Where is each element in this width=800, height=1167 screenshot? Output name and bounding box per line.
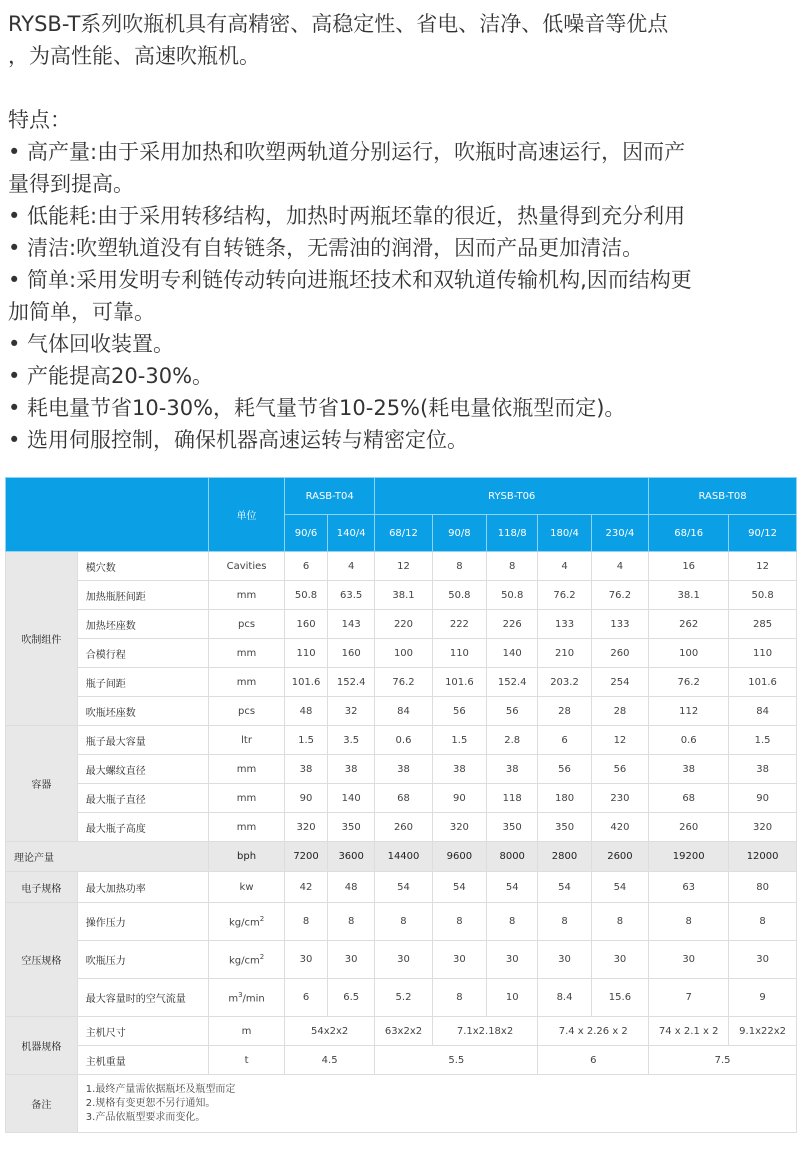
table-row xyxy=(6,668,797,697)
cell: 84 xyxy=(729,697,797,726)
cell: 140 xyxy=(487,639,538,668)
cell: 133 xyxy=(538,610,591,639)
cell: 48 xyxy=(328,872,375,903)
features-title: 特点： xyxy=(8,108,71,132)
group-label: 空压规格 xyxy=(6,903,78,1017)
table-row xyxy=(6,755,797,784)
cell: 50.8 xyxy=(285,581,328,610)
row-unit: mm xyxy=(209,813,285,842)
header-model: RYSB-T06 xyxy=(375,478,649,515)
cell: 12000 xyxy=(729,842,797,872)
table-row xyxy=(6,581,797,610)
cell: 38 xyxy=(487,755,538,784)
cell: 110 xyxy=(432,639,486,668)
cell: 56 xyxy=(487,697,538,726)
header-model: RASB-T08 xyxy=(649,478,797,515)
cell: 101.6 xyxy=(729,668,797,697)
row-unit: pcs xyxy=(209,697,285,726)
row-unit: t xyxy=(209,1046,285,1075)
table-row xyxy=(6,842,797,872)
cell: 74 x 2.1 x 2 xyxy=(649,1017,729,1046)
intro-line: ，为高性能、高速吹瓶机。 xyxy=(8,44,260,68)
cell: 4 xyxy=(538,552,591,581)
header-sub: 90/12 xyxy=(729,515,797,552)
unit-sup: 2 xyxy=(259,952,265,961)
cell: 90 xyxy=(432,784,486,813)
row-unit: bph xyxy=(209,842,285,872)
cell: 54x2x2 xyxy=(285,1017,375,1046)
cell: 8.4 xyxy=(538,979,591,1017)
cell: 16 xyxy=(649,552,729,581)
cell: 30 xyxy=(285,941,328,979)
row-name: 最大容量时的空气流量 xyxy=(77,979,208,1017)
row-name: 最大螺纹直径 xyxy=(77,755,208,784)
cell: 8 xyxy=(432,552,486,581)
spec-table-wrapper xyxy=(5,477,797,1133)
cell: 203.2 xyxy=(538,668,591,697)
cell: 222 xyxy=(432,610,486,639)
cell: 6 xyxy=(538,726,591,755)
header-sub: 230/4 xyxy=(591,515,648,552)
cell: 350 xyxy=(487,813,538,842)
cell: 8 xyxy=(487,903,538,941)
cell: 350 xyxy=(538,813,591,842)
cell: 76.2 xyxy=(591,581,648,610)
unit-post: /min xyxy=(242,993,265,1005)
table-row xyxy=(6,697,797,726)
table-row xyxy=(6,1046,797,1075)
cell: 2.8 xyxy=(487,726,538,755)
cell: 63x2x2 xyxy=(375,1017,432,1046)
cell: 4.5 xyxy=(285,1046,375,1075)
cell: 38.1 xyxy=(375,581,432,610)
feature-item: • 低能耗:由于采用转移结构，加热时两瓶坯靠的很近，热量得到充分利用 xyxy=(8,204,686,228)
cell: 152.4 xyxy=(487,668,538,697)
row-unit xyxy=(209,903,285,941)
cell: 350 xyxy=(328,813,375,842)
cell: 4 xyxy=(591,552,648,581)
cell: 112 xyxy=(649,697,729,726)
row-name: 瓶子最大容量 xyxy=(77,726,208,755)
row-unit xyxy=(209,979,285,1017)
table-row xyxy=(6,1017,797,1046)
group-label: 备注 xyxy=(6,1075,78,1133)
cell: 56 xyxy=(432,697,486,726)
row-name: 瓶子间距 xyxy=(77,668,208,697)
cell: 160 xyxy=(328,639,375,668)
row-name: 主机尺寸 xyxy=(77,1017,208,1046)
row-name: 最大加热功率 xyxy=(77,872,208,903)
cell: 8 xyxy=(432,903,486,941)
row-unit: pcs xyxy=(209,610,285,639)
cell: 285 xyxy=(729,610,797,639)
cell: 230 xyxy=(591,784,648,813)
cell: 48 xyxy=(285,697,328,726)
header-sub: 118/8 xyxy=(487,515,538,552)
cell: 30 xyxy=(729,941,797,979)
row-unit: mm xyxy=(209,755,285,784)
cell: 10 xyxy=(487,979,538,1017)
cell: 30 xyxy=(375,941,432,979)
table-row xyxy=(6,1075,797,1133)
row-name: 主机重量 xyxy=(77,1046,208,1075)
row-unit: mm xyxy=(209,581,285,610)
cell: 56 xyxy=(591,755,648,784)
table-row xyxy=(6,979,797,1017)
cell: 7.1x2.18x2 xyxy=(432,1017,538,1046)
cell: 160 xyxy=(285,610,328,639)
row-unit xyxy=(209,941,285,979)
cell: 38 xyxy=(328,755,375,784)
cell: 54 xyxy=(432,872,486,903)
cell: 84 xyxy=(375,697,432,726)
cell: 420 xyxy=(591,813,648,842)
cell: 9600 xyxy=(432,842,486,872)
feature-item: • 气体回收装置。 xyxy=(8,332,175,356)
cell: 254 xyxy=(591,668,648,697)
row-name: 最大瓶子高度 xyxy=(77,813,208,842)
feature-item: 加简单，可靠。 xyxy=(8,300,155,324)
cell: 6.5 xyxy=(328,979,375,1017)
row-name: 加热瓶胚间距 xyxy=(77,581,208,610)
cell: 260 xyxy=(649,813,729,842)
cell: 56 xyxy=(538,755,591,784)
feature-item: • 清洁:吹塑轨道没有自转链条，无需油的润滑，因而产品更加清洁。 xyxy=(8,236,644,260)
cell: 38 xyxy=(285,755,328,784)
cell: 30 xyxy=(432,941,486,979)
cell: 226 xyxy=(487,610,538,639)
cell: 7 xyxy=(649,979,729,1017)
note-line: 3.产品依瓶型要求而变化。 xyxy=(85,1111,206,1123)
cell: 3600 xyxy=(328,842,375,872)
cell: 8 xyxy=(591,903,648,941)
cell: 152.4 xyxy=(328,668,375,697)
table-row xyxy=(6,552,797,581)
cell: 90 xyxy=(285,784,328,813)
note-line: 2.规格有变更恕不另行通知。 xyxy=(85,1097,216,1109)
cell: 12 xyxy=(375,552,432,581)
header-unit: 单位 xyxy=(209,478,285,552)
cell: 54 xyxy=(538,872,591,903)
cell: 2800 xyxy=(538,842,591,872)
cell: 8 xyxy=(538,903,591,941)
cell: 6 xyxy=(285,552,328,581)
table-row xyxy=(6,639,797,668)
unit-sup: 2 xyxy=(259,914,265,923)
row-name: 操作压力 xyxy=(77,903,208,941)
cell: 28 xyxy=(591,697,648,726)
cell: 118 xyxy=(487,784,538,813)
header-sub: 90/6 xyxy=(285,515,328,552)
row-name: 最大瓶子直径 xyxy=(77,784,208,813)
cell: 100 xyxy=(649,639,729,668)
cell: 7.4 x 2.26 x 2 xyxy=(538,1017,649,1046)
cell: 12 xyxy=(591,726,648,755)
cell: 76.2 xyxy=(375,668,432,697)
row-unit: mm xyxy=(209,668,285,697)
cell: 262 xyxy=(649,610,729,639)
cell: 210 xyxy=(538,639,591,668)
cell: 133 xyxy=(591,610,648,639)
cell: 320 xyxy=(432,813,486,842)
cell: 9.1x22x2 xyxy=(729,1017,797,1046)
table-row xyxy=(6,903,797,941)
cell: 3.5 xyxy=(328,726,375,755)
group-label: 容器 xyxy=(6,726,78,842)
intro-line: RYSB-T系列吹瓶机具有高精密、高稳定性、省电、洁净、低噪音等优点 xyxy=(8,12,669,36)
row-unit: ltr xyxy=(209,726,285,755)
cell: 38 xyxy=(649,755,729,784)
feature-item: • 耗电量节省10-30%，耗气量节省10-25%(耗电量依瓶型而定)。 xyxy=(8,396,626,420)
row-name: 合模行程 xyxy=(77,639,208,668)
cell: 38.1 xyxy=(649,581,729,610)
cell: 1.5 xyxy=(432,726,486,755)
header-model: RASB-T04 xyxy=(285,478,375,515)
table-row xyxy=(6,872,797,903)
cell: 38 xyxy=(729,755,797,784)
cell: 101.6 xyxy=(432,668,486,697)
row-unit: mm xyxy=(209,639,285,668)
cell: 100 xyxy=(375,639,432,668)
cell: 1.5 xyxy=(729,726,797,755)
feature-item: • 高产量:由于采用加热和吹塑两轨道分别运行，吹瓶时高速运行，因而产 xyxy=(8,140,686,164)
cell: 50.8 xyxy=(432,581,486,610)
cell: 6 xyxy=(538,1046,649,1075)
row-name: 吹瓶压力 xyxy=(77,941,208,979)
cell: 68 xyxy=(649,784,729,813)
cell: 28 xyxy=(538,697,591,726)
group-label: 理论产量 xyxy=(6,842,209,872)
row-unit: mm xyxy=(209,784,285,813)
cell: 320 xyxy=(729,813,797,842)
spec-table xyxy=(5,477,797,1133)
row-unit: m xyxy=(209,1017,285,1046)
intro-text xyxy=(8,8,792,456)
cell: 30 xyxy=(591,941,648,979)
cell: 32 xyxy=(328,697,375,726)
cell: 2600 xyxy=(591,842,648,872)
table-row xyxy=(6,726,797,755)
row-name: 模穴数 xyxy=(77,552,208,581)
feature-item: • 选用伺服控制，确保机器高速运转与精密定位。 xyxy=(8,428,469,452)
cell: 110 xyxy=(285,639,328,668)
cell: 12 xyxy=(729,552,797,581)
cell: 14400 xyxy=(375,842,432,872)
cell: 8 xyxy=(649,903,729,941)
cell: 220 xyxy=(375,610,432,639)
group-label: 电子规格 xyxy=(6,872,78,903)
cell: 0.6 xyxy=(375,726,432,755)
cell: 140 xyxy=(328,784,375,813)
cell: 80 xyxy=(729,872,797,903)
notes-cell xyxy=(77,1075,796,1133)
cell: 76.2 xyxy=(538,581,591,610)
header-sub: 68/12 xyxy=(375,515,432,552)
cell: 15.6 xyxy=(591,979,648,1017)
cell: 30 xyxy=(487,941,538,979)
cell: 19200 xyxy=(649,842,729,872)
group-label: 吹制组件 xyxy=(6,552,78,726)
unit-pre: m xyxy=(228,993,239,1005)
cell: 5.2 xyxy=(375,979,432,1017)
cell: 260 xyxy=(375,813,432,842)
unit-sup: 3 xyxy=(238,990,243,999)
header-sub: 180/4 xyxy=(538,515,591,552)
cell: 5.5 xyxy=(375,1046,538,1075)
cell: 1.5 xyxy=(285,726,328,755)
cell: 63 xyxy=(649,872,729,903)
cell: 0.6 xyxy=(649,726,729,755)
cell: 54 xyxy=(375,872,432,903)
cell: 30 xyxy=(538,941,591,979)
cell: 8000 xyxy=(487,842,538,872)
table-row xyxy=(6,813,797,842)
cell: 8 xyxy=(285,903,328,941)
cell: 90 xyxy=(729,784,797,813)
cell: 42 xyxy=(285,872,328,903)
row-unit: kw xyxy=(209,872,285,903)
cell: 54 xyxy=(591,872,648,903)
cell: 38 xyxy=(432,755,486,784)
table-row xyxy=(6,610,797,639)
cell: 8 xyxy=(328,903,375,941)
cell: 7.5 xyxy=(649,1046,797,1075)
group-label: 机器规格 xyxy=(6,1017,78,1075)
cell: 8 xyxy=(487,552,538,581)
cell: 7200 xyxy=(285,842,328,872)
cell: 143 xyxy=(328,610,375,639)
cell: 110 xyxy=(729,639,797,668)
header-blank xyxy=(6,478,209,552)
table-row xyxy=(6,941,797,979)
feature-item: • 产能提高20-30%。 xyxy=(8,364,214,388)
cell: 4 xyxy=(328,552,375,581)
cell: 50.8 xyxy=(729,581,797,610)
cell: 76.2 xyxy=(649,668,729,697)
cell: 180 xyxy=(538,784,591,813)
cell: 9 xyxy=(729,979,797,1017)
feature-item: • 简单:采用发明专利链传动转向进瓶坯技术和双轨道传输机构,因而结构更 xyxy=(8,268,692,292)
cell: 30 xyxy=(328,941,375,979)
unit-base: kg/cm xyxy=(228,917,260,929)
cell: 54 xyxy=(487,872,538,903)
row-name: 吹瓶坯座数 xyxy=(77,697,208,726)
header-sub: 90/8 xyxy=(432,515,486,552)
row-unit: Cavities xyxy=(209,552,285,581)
header-sub: 140/4 xyxy=(328,515,375,552)
table-row xyxy=(6,784,797,813)
cell: 8 xyxy=(375,903,432,941)
cell: 8 xyxy=(432,979,486,1017)
cell: 6 xyxy=(285,979,328,1017)
row-name: 加热坯座数 xyxy=(77,610,208,639)
header-row-models xyxy=(6,478,797,515)
cell: 260 xyxy=(591,639,648,668)
cell: 38 xyxy=(375,755,432,784)
header-sub: 68/16 xyxy=(649,515,729,552)
note-line: 1.最终产量需依据瓶坯及瓶型而定 xyxy=(85,1083,236,1095)
cell: 101.6 xyxy=(285,668,328,697)
cell: 320 xyxy=(285,813,328,842)
cell: 30 xyxy=(649,941,729,979)
cell: 50.8 xyxy=(487,581,538,610)
cell: 63.5 xyxy=(328,581,375,610)
feature-item: 量得到提高。 xyxy=(8,172,134,196)
unit-base: kg/cm xyxy=(228,955,260,967)
cell: 8 xyxy=(729,903,797,941)
cell: 68 xyxy=(375,784,432,813)
